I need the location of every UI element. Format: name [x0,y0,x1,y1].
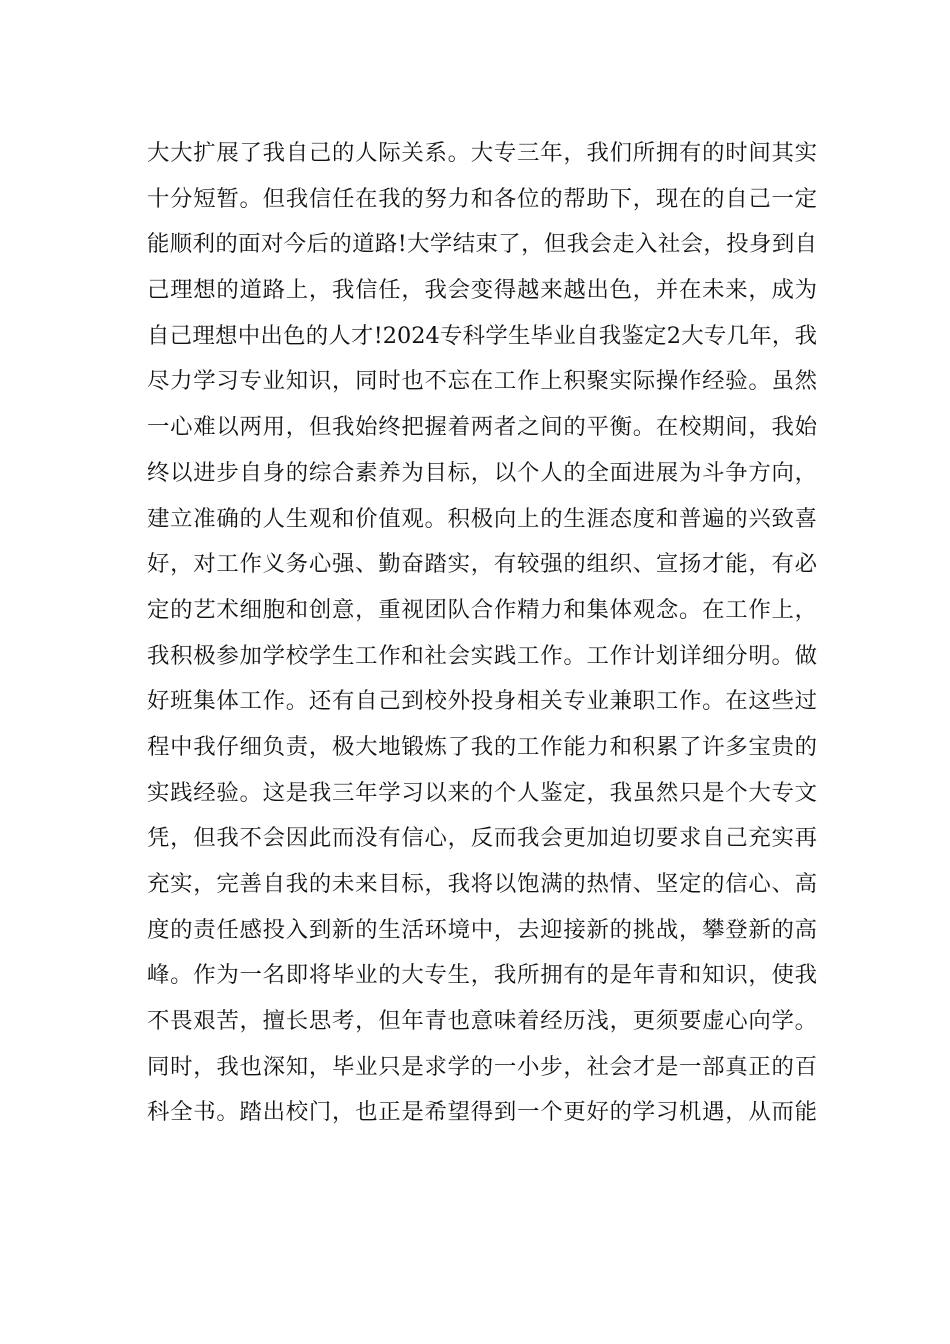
text-line: 同时，我也深知，毕业只是求学的一小步，社会才是一部真正的百 [147,1053,817,1080]
text-line: 建立准确的人生观和价值观。积极向上的生涯态度和普遍的兴致喜 [147,505,817,532]
text-line: 己理想的道路上，我信任，我会变得越来越出色，并在未来，成为 [147,277,817,304]
text-line: 好班集体工作。还有自己到校外投身相关专业兼职工作。在这些过 [147,688,817,715]
text-line: 科全书。踏出校门，也正是希望得到一个更好的学习机遇，从而能 [147,1099,817,1126]
text-line: 峰。作为一名即将毕业的大专生，我所拥有的是年青和知识，使我 [147,962,817,989]
text-line: 一心难以两用，但我始终把握着两者之间的平衡。在校期间，我始 [147,414,817,441]
text-line: 大大扩展了我自己的人际关系。大专三年，我们所拥有的时间其实 [147,140,817,166]
text-line: 不畏艰苦，擅长思考，但年青也意味着经历浅，更须要虚心向学。 [147,1008,817,1035]
text-line: 好，对工作义务心强、勤奋踏实，有较强的组织、宣扬才能，有必 [147,551,817,578]
text-line: 终以进步自身的综合素养为目标，以个人的全面进展为斗争方向， [147,459,817,486]
text-line: 自己理想中出色的人才!2024专科学生毕业自我鉴定2大专几年，我 [147,322,817,349]
text-line: 十分短暂。但我信任在我的努力和各位的帮助下，现在的自己一定 [147,185,817,212]
text-line: 程中我仔细负责，极大地锻炼了我的工作能力和积累了许多宝贵的 [147,733,817,760]
text-line: 实践经验。这是我三年学习以来的个人鉴定，我虽然只是个大专文 [147,779,817,806]
text-line: 凭，但我不会因此而没有信心，反而我会更加迫切要求自己充实再 [147,825,817,852]
text-line: 定的艺术细胞和创意，重视团队合作精力和集体观念。在工作上， [147,596,817,623]
text-line: 我积极参加学校学生工作和社会实践工作。工作计划详细分明。做 [147,642,817,669]
text-line: 度的责任感投入到新的生活环境中，去迎接新的挑战，攀登新的高 [147,916,817,943]
text-line: 能顺利的面对今后的道路!大学结束了，但我会走入社会，投身到自 [147,231,817,258]
text-line: 充实，完善自我的未来目标，我将以饱满的热情、坚定的信心、高 [147,871,817,897]
text-line: 尽力学习专业知识，同时也不忘在工作上积聚实际操作经验。虽然 [147,368,817,395]
body-text [147,131,817,1136]
